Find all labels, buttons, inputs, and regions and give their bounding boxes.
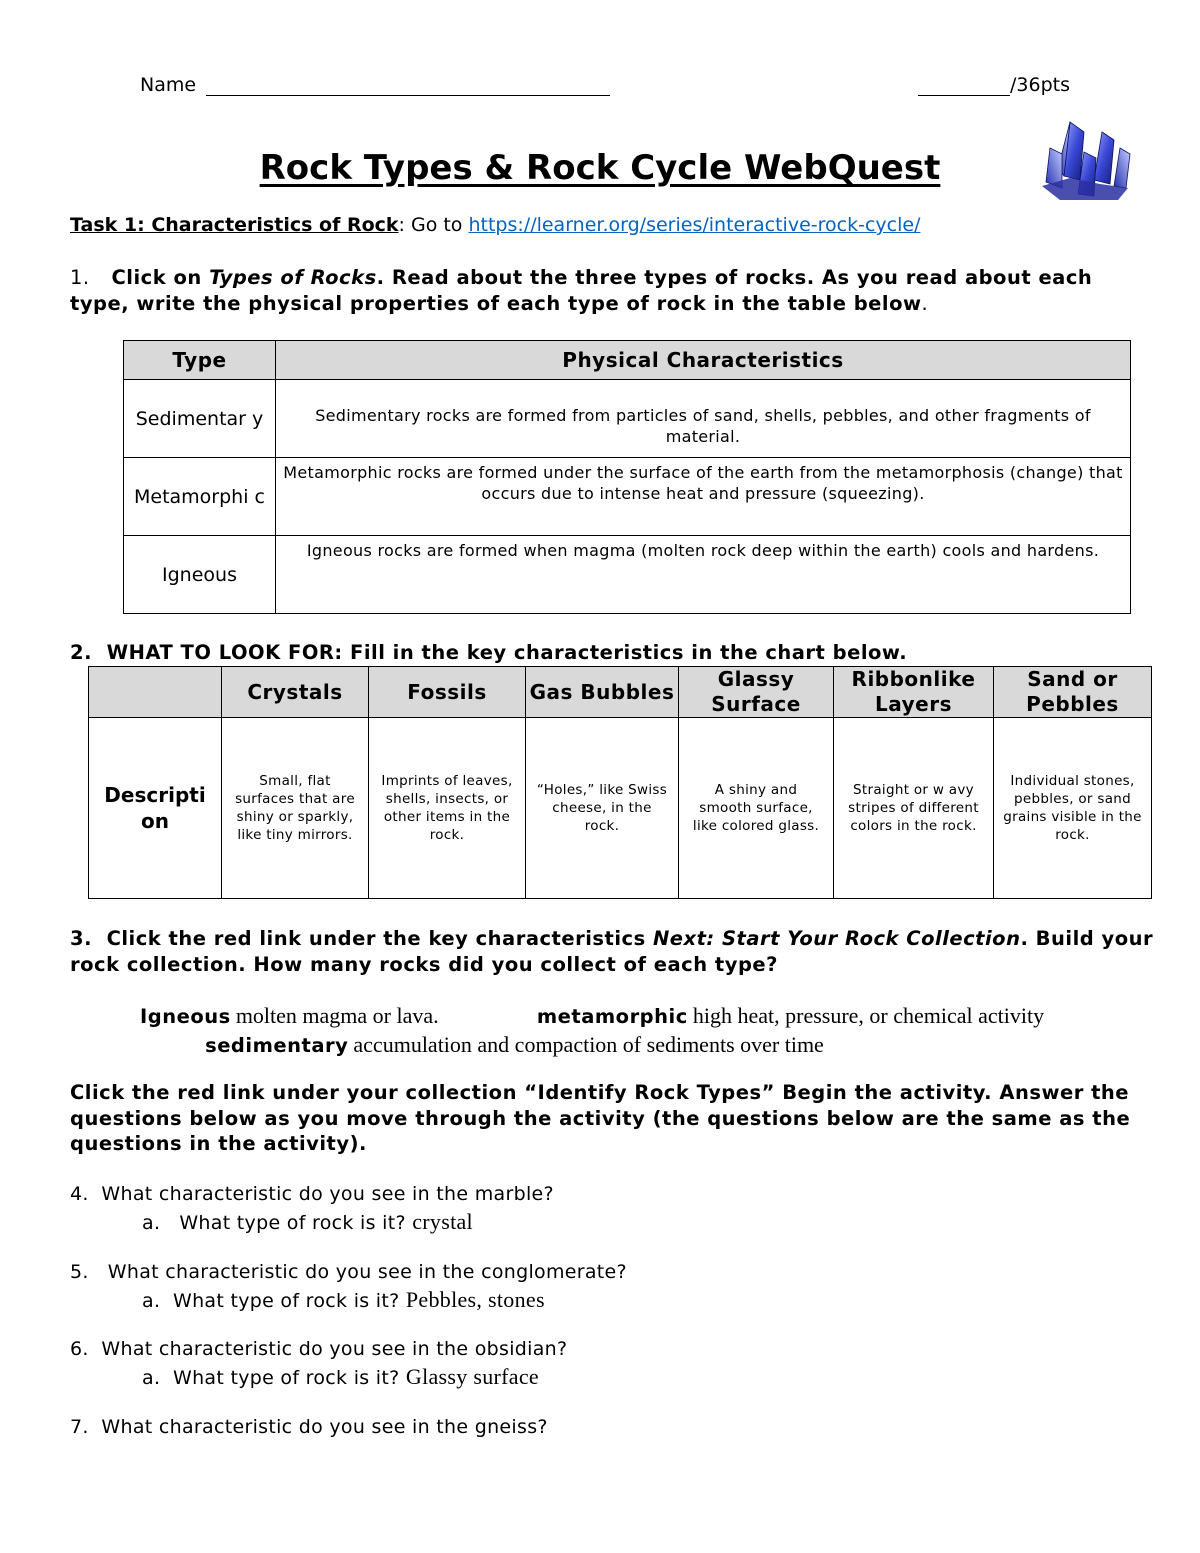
question-5	[70, 1258, 627, 1286]
table-row	[124, 536, 1131, 614]
header-sand-or-pebbles: Sand or Pebbles	[994, 667, 1152, 718]
table-header-row	[89, 667, 1152, 718]
question-text: What characteristic do you see in the conglomerate?	[107, 1261, 627, 1283]
task1-title: Task 1: Characteristics of Rock	[70, 214, 399, 236]
sub-text: What type of rock is it?	[179, 1212, 406, 1234]
question-3	[70, 926, 1170, 977]
igneous-answer[interactable]: molten magma or lava.	[235, 1003, 439, 1028]
question-5a	[142, 1286, 545, 1315]
sub-label: a.	[142, 1212, 161, 1234]
score-label: /36pts	[1010, 74, 1070, 96]
table-row	[124, 458, 1131, 536]
page-title: Rock Types & Rock Cycle WebQuest	[259, 148, 941, 188]
score-field	[918, 74, 1070, 96]
table-header-row	[124, 341, 1131, 380]
question-2	[70, 640, 1170, 666]
gas-bubbles-cell[interactable]: “Holes,” like Swiss cheese, in the rock.	[526, 718, 679, 899]
rock-types-table	[123, 340, 1131, 614]
answer-field[interactable]: crystal	[412, 1209, 473, 1234]
header-type: Type	[124, 341, 276, 380]
header-fossils: Fossils	[369, 667, 526, 718]
task1-link[interactable]: https://learner.org/series/interactive-rock-cycle/	[468, 214, 921, 236]
q1-italic: Types of Rocks	[209, 266, 377, 289]
header-crystals: Crystals	[222, 667, 369, 718]
description-cell[interactable]: Sedimentary rocks are formed from particles of sand, shells, pebbles, and other fragments of material.	[276, 380, 1131, 458]
q1-text-a: Click on	[111, 266, 210, 289]
header-ribbonlike-layers: Ribbonlike Layers	[834, 667, 994, 718]
metamorphic-answer[interactable]: high heat, pressure, or chemical activity	[692, 1003, 1045, 1028]
q3-answers	[140, 1002, 1080, 1060]
name-field-row	[140, 74, 610, 96]
description-cell[interactable]: Metamorphic rocks are formed under the surface of the earth from the metamorphosis (change) that occurs due to intense heat and pressure (squeezing).	[276, 458, 1131, 536]
score-blank[interactable]	[918, 75, 1010, 96]
sub-text: What type of rock is it?	[172, 1367, 400, 1389]
q1-text-b: . Read about the three types of rocks. As you read about each type, write the physical properties of each type of rock in the table below	[70, 266, 1093, 315]
sub-text: What type of rock is it?	[172, 1290, 400, 1312]
sub-label: a.	[142, 1367, 161, 1389]
task1-line	[70, 214, 920, 236]
type-cell: Igneous	[124, 536, 276, 614]
question-1: 1. Click on Types of Rocks. Read about the three types of rocks. As you read about each type, write the physical properties of each type of rock in the table below.	[70, 266, 1093, 315]
question-number: 1.	[70, 266, 90, 289]
header-gas-bubbles: Gas Bubbles	[526, 667, 679, 718]
question-text: What characteristic do you see in the obsidian?	[101, 1338, 568, 1360]
header-blank	[89, 667, 222, 718]
q3-text-b: . Build your rock collection. How many rocks did you collect of each type?	[70, 927, 1154, 976]
question-text: What characteristic do you see in the gneiss?	[101, 1416, 548, 1438]
q3-italic: Next: Start Your Rock Collection	[652, 927, 1021, 950]
crystals-cell[interactable]: Small, flat surfaces that are shiny or sparkly, like tiny mirrors.	[222, 718, 369, 899]
fossils-cell[interactable]: Imprints of leaves, shells, insects, or other items in the rock.	[369, 718, 526, 899]
table-row	[89, 718, 1152, 899]
question-number: 3.	[70, 927, 92, 950]
q2-text: WHAT TO LOOK FOR: Fill in the key characteristics in the chart below.	[106, 641, 908, 664]
metamorphic-label: metamorphic	[536, 1005, 688, 1028]
ribbonlike-layers-cell[interactable]: Straight or w avy stripes of different colors in the rock.	[834, 718, 994, 899]
name-label: Name	[140, 74, 197, 96]
question-number: 5.	[70, 1261, 89, 1283]
description-row-label: Descripti on	[89, 718, 222, 899]
question-4a	[142, 1208, 473, 1237]
activity-instructions: Click the red link under your collection “Identify Rock Types” Begin the activity. Answer the questions below as you move through the activity (the questions below are the same as the questions in the activity).	[70, 1081, 1131, 1155]
question-6a	[142, 1363, 539, 1392]
key-characteristics-table	[88, 666, 1152, 899]
question-6	[70, 1335, 567, 1363]
sedimentary-label: sedimentary	[205, 1034, 349, 1057]
igneous-label: Igneous	[140, 1005, 231, 1028]
type-cell: Sedimentar y	[124, 380, 276, 458]
header-glassy-surface: Glassy Surface	[679, 667, 834, 718]
q3-text-a: Click the red link under the key characteristics	[106, 927, 653, 950]
crystal-icon	[1040, 118, 1132, 202]
question-number: 7.	[70, 1416, 89, 1438]
question-text: What characteristic do you see in the marble?	[101, 1183, 554, 1205]
question-4	[70, 1180, 554, 1208]
task1-goto: : Go to	[398, 214, 469, 236]
name-blank[interactable]	[206, 75, 610, 96]
header-physical-characteristics: Physical Characteristics	[276, 341, 1131, 380]
sub-label: a.	[142, 1290, 161, 1312]
question-7	[70, 1413, 548, 1441]
description-cell[interactable]: Igneous rocks are formed when magma (molten rock deep within the earth) cools and hardens.	[276, 536, 1131, 614]
answer-field[interactable]: Glassy surface	[405, 1364, 539, 1389]
sand-or-pebbles-cell[interactable]: Individual stones, pebbles, or sand grains visible in the rock.	[994, 718, 1152, 899]
question-number: 6.	[70, 1338, 89, 1360]
question-number: 4.	[70, 1183, 89, 1205]
sedimentary-answer[interactable]: accumulation and compaction of sediments over time	[353, 1032, 824, 1057]
type-cell: Metamorphi c	[124, 458, 276, 536]
answer-field[interactable]: Pebbles, stones	[405, 1287, 545, 1312]
glassy-surface-cell[interactable]: A shiny and smooth surface, like colored glass.	[679, 718, 834, 899]
table-row	[124, 380, 1131, 458]
question-number: 2.	[70, 641, 92, 664]
